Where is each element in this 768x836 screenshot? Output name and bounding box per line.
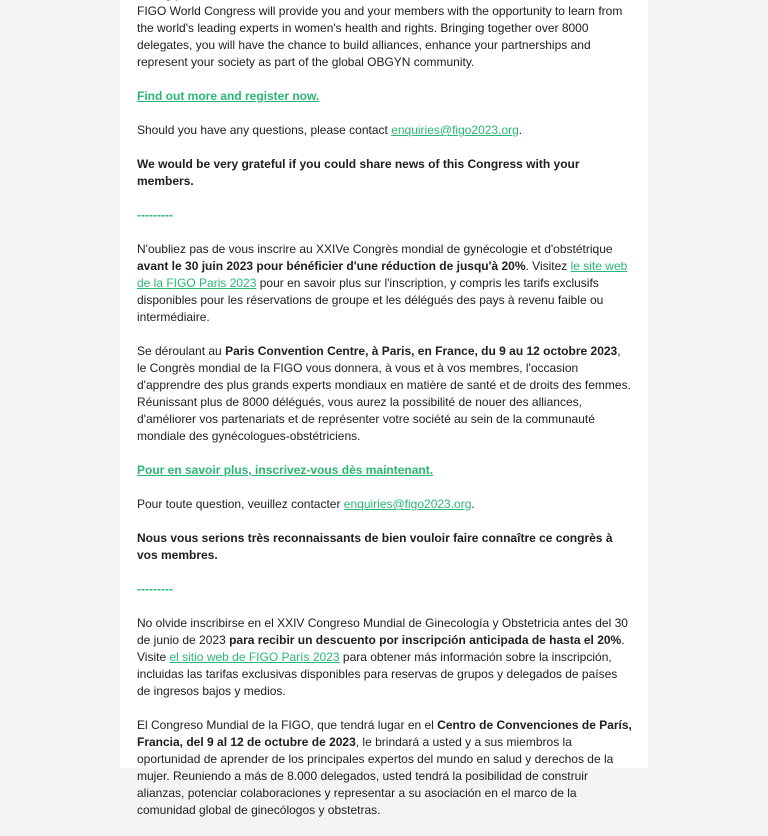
text-segment: No olvide inscribirse en el XXIV Congreso Mundial de Ginecología y Obstetricia antes del 30 de junio de 2023 bbox=[137, 616, 628, 647]
text-segment: Se déroulant au bbox=[137, 344, 226, 358]
grateful-text-fr: Nous vous serions très reconnaissants de bien vouloir faire connaître ce congrès à vos membres. bbox=[137, 531, 613, 562]
text-segment: El Congreso Mundial de la FIGO, que tendrá lugar en el bbox=[137, 718, 438, 732]
french-grateful-paragraph bbox=[137, 530, 633, 564]
email-body bbox=[120, 0, 648, 817]
text-segment: , le brindará a usted y a sus miembros la oportunidad de aprender de los principales expertos del mundo en salud y derechos de la mujer. Reuniendo a más de 8.000 delegados, usted tendrá la posibilidad de construir alianzas, potenciar colaboraciones y representar a su asociación en el marco de la comunidad global de ginecólogos y obstetras. bbox=[137, 735, 614, 817]
text-segment: . Visite bbox=[137, 633, 625, 664]
french-contact-paragraph bbox=[137, 496, 633, 513]
separator-text: --------- bbox=[137, 208, 173, 222]
text-segment: , le Congrès mondial de la FIGO vous donnera, à vous et à vos membres, l'occasion d'apprendre des plus grands experts mondiaux en matière de santé et de droits des femmes. Réunissant plus de 8000 délégués, vous aurez la possibilité de nouer des alliances, d'améliorer vos partenariats et de représenter votre société au sein de la communauté mondiale des gynécologues-obstétriciens. bbox=[137, 344, 631, 443]
french-intro-paragraph bbox=[137, 241, 633, 326]
english-cta-paragraph bbox=[137, 88, 633, 105]
text-segment: para obtener más información sobre la inscripción, incluidas las tarifas exclusivas disponibles para reservas de grupos y delegados de países de ingresos bajos y medios. bbox=[137, 650, 618, 698]
text-segment: Pour toute question, veuillez contacter bbox=[137, 497, 344, 511]
spanish-intro-paragraph bbox=[137, 615, 633, 700]
text-segment bbox=[137, 0, 240, 1]
event-location-date-es: Centro de Convenciones de París, Francia, del 9 al 12 de octubre de 2023 bbox=[137, 718, 632, 749]
event-location-date-fr: Paris Convention Centre, à Paris, en France, du 9 au 12 octobre 2023 bbox=[225, 344, 618, 358]
french-event-paragraph bbox=[137, 343, 633, 445]
register-link-en[interactable]: Find out more and register now. bbox=[137, 89, 320, 103]
english-intro-paragraph bbox=[137, 0, 633, 71]
register-link-fr[interactable]: Pour en savoir plus, inscrivez-vous dès maintenant. bbox=[137, 463, 434, 477]
text-segment: . bbox=[518, 123, 523, 137]
english-contact-paragraph bbox=[137, 122, 633, 139]
english-grateful-paragraph bbox=[137, 156, 633, 190]
website-link-es[interactable]: el sitio web de FIGO París 2023 bbox=[169, 650, 340, 664]
grateful-text-en: We would be very grateful if you could share news of this Congress with your members. bbox=[137, 157, 580, 188]
text-segment: FIGO World Congress will provide you and your members with the opportunity to learn from the world's leading experts in women's health and rights. Bringing together over 8000 delegates, you will have the chance to build alliances, enhance your partnerships and represent your society as part of the global OBGYN community. bbox=[137, 4, 623, 69]
text-segment: N'oubliez pas de vous inscrire au XXIVe Congrès mondial de gynécologie et d'obstétrique bbox=[137, 242, 613, 256]
french-cta-paragraph bbox=[137, 462, 633, 479]
event-location-date bbox=[240, 0, 603, 1]
email-link-fr[interactable]: enquiries@figo2023.org bbox=[343, 497, 472, 511]
email-content bbox=[137, 0, 633, 836]
website-link-fr[interactable]: le site web de la FIGO Paris 2023 bbox=[137, 259, 628, 290]
separator-2 bbox=[137, 581, 633, 598]
discount-text-es: para recibir un descuento por inscripción anticipada de hasta el 20% bbox=[229, 633, 622, 647]
discount-text-fr: avant le 30 juin 2023 pour bénéficier d'une réduction de jusqu'à 20% bbox=[137, 259, 526, 273]
text-segment: Should you have any questions, please contact bbox=[137, 123, 392, 137]
text-segment: . bbox=[471, 497, 475, 511]
separator-1 bbox=[137, 207, 633, 224]
text-segment: . Visitez bbox=[525, 259, 571, 273]
spanish-event-paragraph bbox=[137, 717, 633, 819]
separator-text: --------- bbox=[137, 582, 173, 596]
email-link-en[interactable]: enquiries@figo2023.org bbox=[391, 123, 519, 137]
text-segment: pour en savoir plus sur l'inscription, y compris les tarifs exclusifs disponibles pour les réservations de groupe et les délégués des pays à revenu faible ou intermédiaire. bbox=[137, 276, 604, 324]
